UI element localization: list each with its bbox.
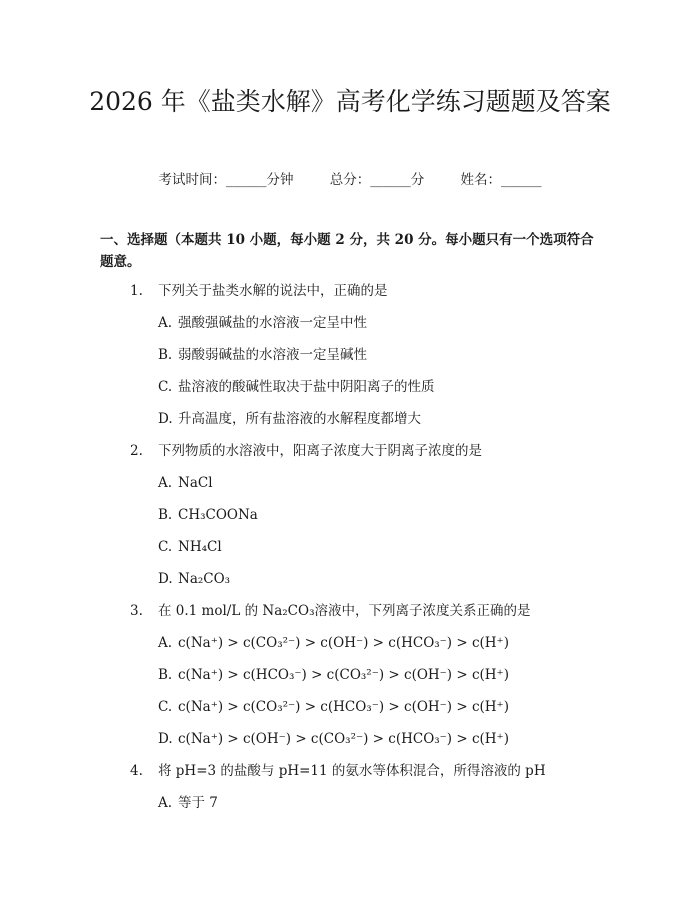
document-title: 2026 年《盐类水解》高考化学练习题题及答案 xyxy=(89,87,611,116)
option-text: 盐溶液的酸碱性取决于盐中阴阳离子的性质 xyxy=(178,379,435,395)
exam-time-field: 考试时间：______分钟 xyxy=(158,172,294,188)
option-text: CH₃COONa xyxy=(178,507,258,523)
option-label: C. xyxy=(158,539,173,555)
option xyxy=(158,793,218,813)
question-text: 下列物质的水溶液中，阳离子浓度大于阴离子浓度的是 xyxy=(158,443,482,459)
total-score-field: 总分：______分 xyxy=(329,172,425,188)
option xyxy=(158,377,435,397)
option-label: B. xyxy=(158,507,173,523)
question-text: 将 pH=3 的盐酸与 pH=11 的氨水等体积混合，所得溶液的 pH xyxy=(158,763,546,779)
student-name-field: 姓名：______ xyxy=(460,172,542,188)
option xyxy=(158,665,509,685)
option-label: B. xyxy=(158,347,173,363)
option-label: A. xyxy=(158,635,173,651)
option-text: 升高温度，所有盐溶液的水解程度都增大 xyxy=(178,411,421,427)
question-stem xyxy=(130,601,530,621)
option-label: C. xyxy=(158,379,173,395)
option-text: NaCl xyxy=(178,475,213,491)
question-stem xyxy=(130,281,388,301)
option-label: B. xyxy=(158,667,173,683)
option-text: Na₂CO₃ xyxy=(178,571,231,587)
option-label: D. xyxy=(158,731,173,747)
question-number: 3. xyxy=(130,603,143,619)
option-text: c(Na⁺) > c(OH⁻) > c(CO₃²⁻) > c(HCO₃⁻) > c(H⁺) xyxy=(178,731,509,747)
option-text: c(Na⁺) > c(CO₃²⁻) > c(OH⁻) > c(HCO₃⁻) > c(H⁺) xyxy=(178,635,509,651)
option xyxy=(158,345,367,365)
option-label: A. xyxy=(158,795,173,811)
option-label: A. xyxy=(158,315,173,331)
section-header: 一、选择题（本题共 10 小题，每小题 2 分，共 20 分。每小题只有一个选项符合题意。 xyxy=(100,232,594,270)
option xyxy=(158,409,421,429)
option xyxy=(158,697,509,717)
question-stem xyxy=(130,761,546,781)
option xyxy=(158,633,509,653)
question-number: 2. xyxy=(130,443,143,459)
question-number: 1. xyxy=(130,283,143,299)
question-text: 下列关于盐类水解的说法中，正确的是 xyxy=(158,283,388,299)
option xyxy=(158,569,230,589)
option-text: c(Na⁺) > c(HCO₃⁻) > c(CO₃²⁻) > c(OH⁻) > c(H⁺) xyxy=(178,667,509,683)
option-label: C. xyxy=(158,699,173,715)
option-text: 等于 7 xyxy=(178,795,218,811)
option-label: D. xyxy=(158,411,173,427)
option xyxy=(158,729,509,749)
option-label: A. xyxy=(158,475,173,491)
option xyxy=(158,473,213,493)
option-text: 强酸强碱盐的水溶液一定呈中性 xyxy=(178,315,367,331)
question-number: 4. xyxy=(130,763,143,779)
question-text: 在 0.1 mol/L 的 Na₂CO₃溶液中，下列离子浓度关系正确的是 xyxy=(158,603,531,619)
option-text: NH₄Cl xyxy=(178,539,222,555)
question-stem xyxy=(130,441,482,461)
option-label: D. xyxy=(158,571,173,587)
option xyxy=(158,313,367,333)
option-text: c(Na⁺) > c(CO₃²⁻) > c(HCO₃⁻) > c(OH⁻) > c(H⁺) xyxy=(178,699,509,715)
option xyxy=(158,537,222,557)
option xyxy=(158,505,258,525)
exam-info xyxy=(0,168,700,188)
option-text: 弱酸弱碱盐的水溶液一定呈碱性 xyxy=(178,347,367,363)
